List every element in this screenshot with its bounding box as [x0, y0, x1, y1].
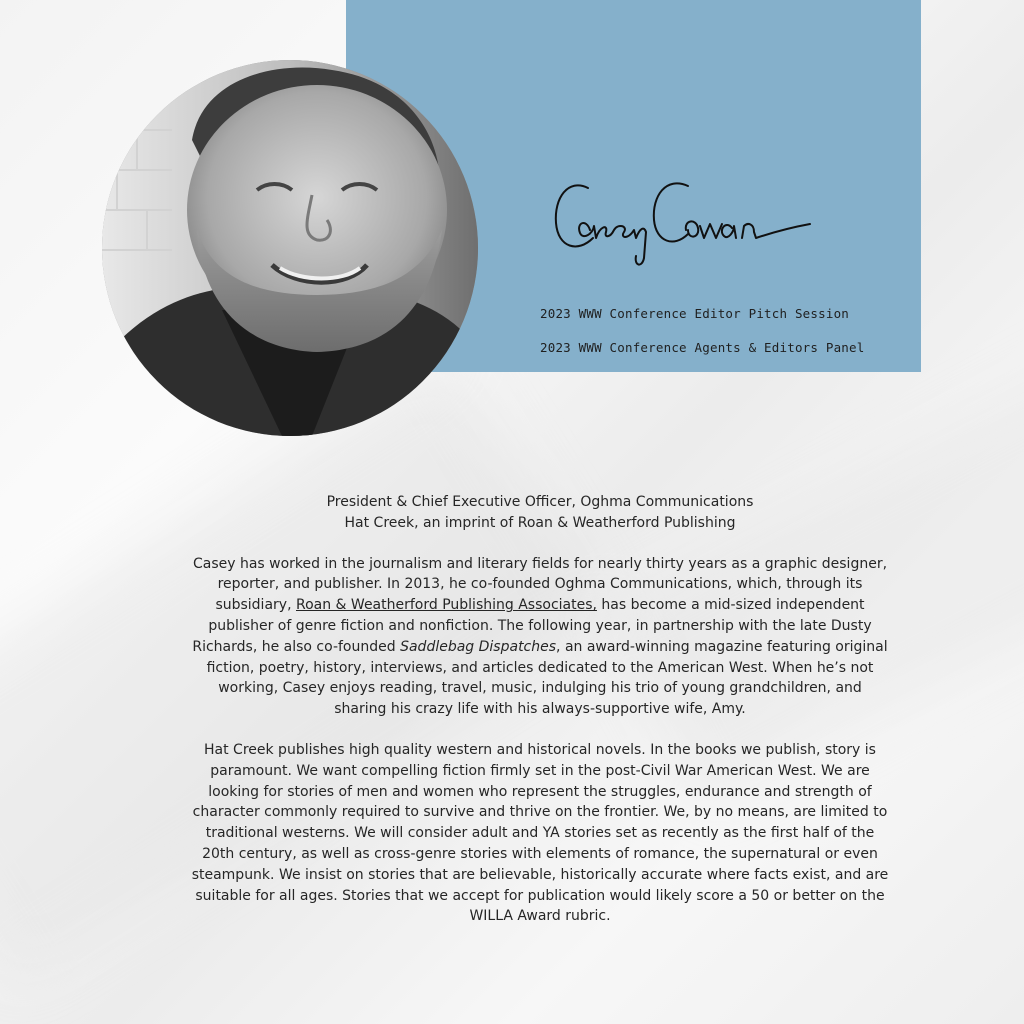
bio-paragraph-2: Hat Creek publishes high quality western and historical novels. In the books we publish, story is paramount. We want compelling fiction firmly set in the post-Civil War American West. We are looking for stories of men and women who represent the struggles, endurance and strength of character commonly required to survive and thrive on the frontier. We, by no means, are limited to traditional westerns. We will consider adult and YA stories set as recently as the first half of the 20th century, as well as cross-genre stories with elements of romance, the supernatural or even steampunk. We insist on stories that are believable, historically accurate where facts exist, and are suitable for all ages. Stories that we accept for publication would likely score a 50 or better on the WILLA Award rubric.: [191, 741, 889, 925]
session-agents-editors-panel: 2023 WWW Conference Agents & Editors Panel: [540, 340, 865, 355]
publisher-link[interactable]: Roan & Weatherford Publishing Associates,: [295, 597, 597, 614]
session-editor-pitch: 2023 WWW Conference Editor Pitch Session: [540, 306, 850, 321]
title-line-2: Hat Creek, an imprint of Roan & Weatherford Publishing: [344, 514, 736, 531]
portrait-photo: [102, 60, 478, 436]
title-line-1: President & Chief Executive Officer, Oghma Communications: [326, 494, 754, 510]
name-signature: [548, 168, 838, 278]
bio-text: , an award-winning magazine featuring original fiction, poetry, history, interviews, and articles dedicated to the American West. When he’s not working, Casey enjoys reading, travel, music, indulging his trio of young grandchildren, and sharing his crazy life with his always-supportive wife, Amy.: [206, 638, 888, 718]
bio-paragraph-1: [190, 554, 890, 720]
bio-section: [190, 492, 890, 927]
magazine-title: Saddlebag Dispatches: [400, 638, 557, 655]
bio-text: has become a mid-sized independent publisher of genre fiction and nonfiction. The following year, in partnership with the late Dusty Richards, he also co-founded: [192, 597, 872, 655]
bio-text: Casey has worked in the journalism and literary fields for nearly thirty years as a graphic designer, reporter, and publisher. In 2013, he co-founded Oghma Communications, which, through its subsidiary,: [192, 555, 888, 614]
